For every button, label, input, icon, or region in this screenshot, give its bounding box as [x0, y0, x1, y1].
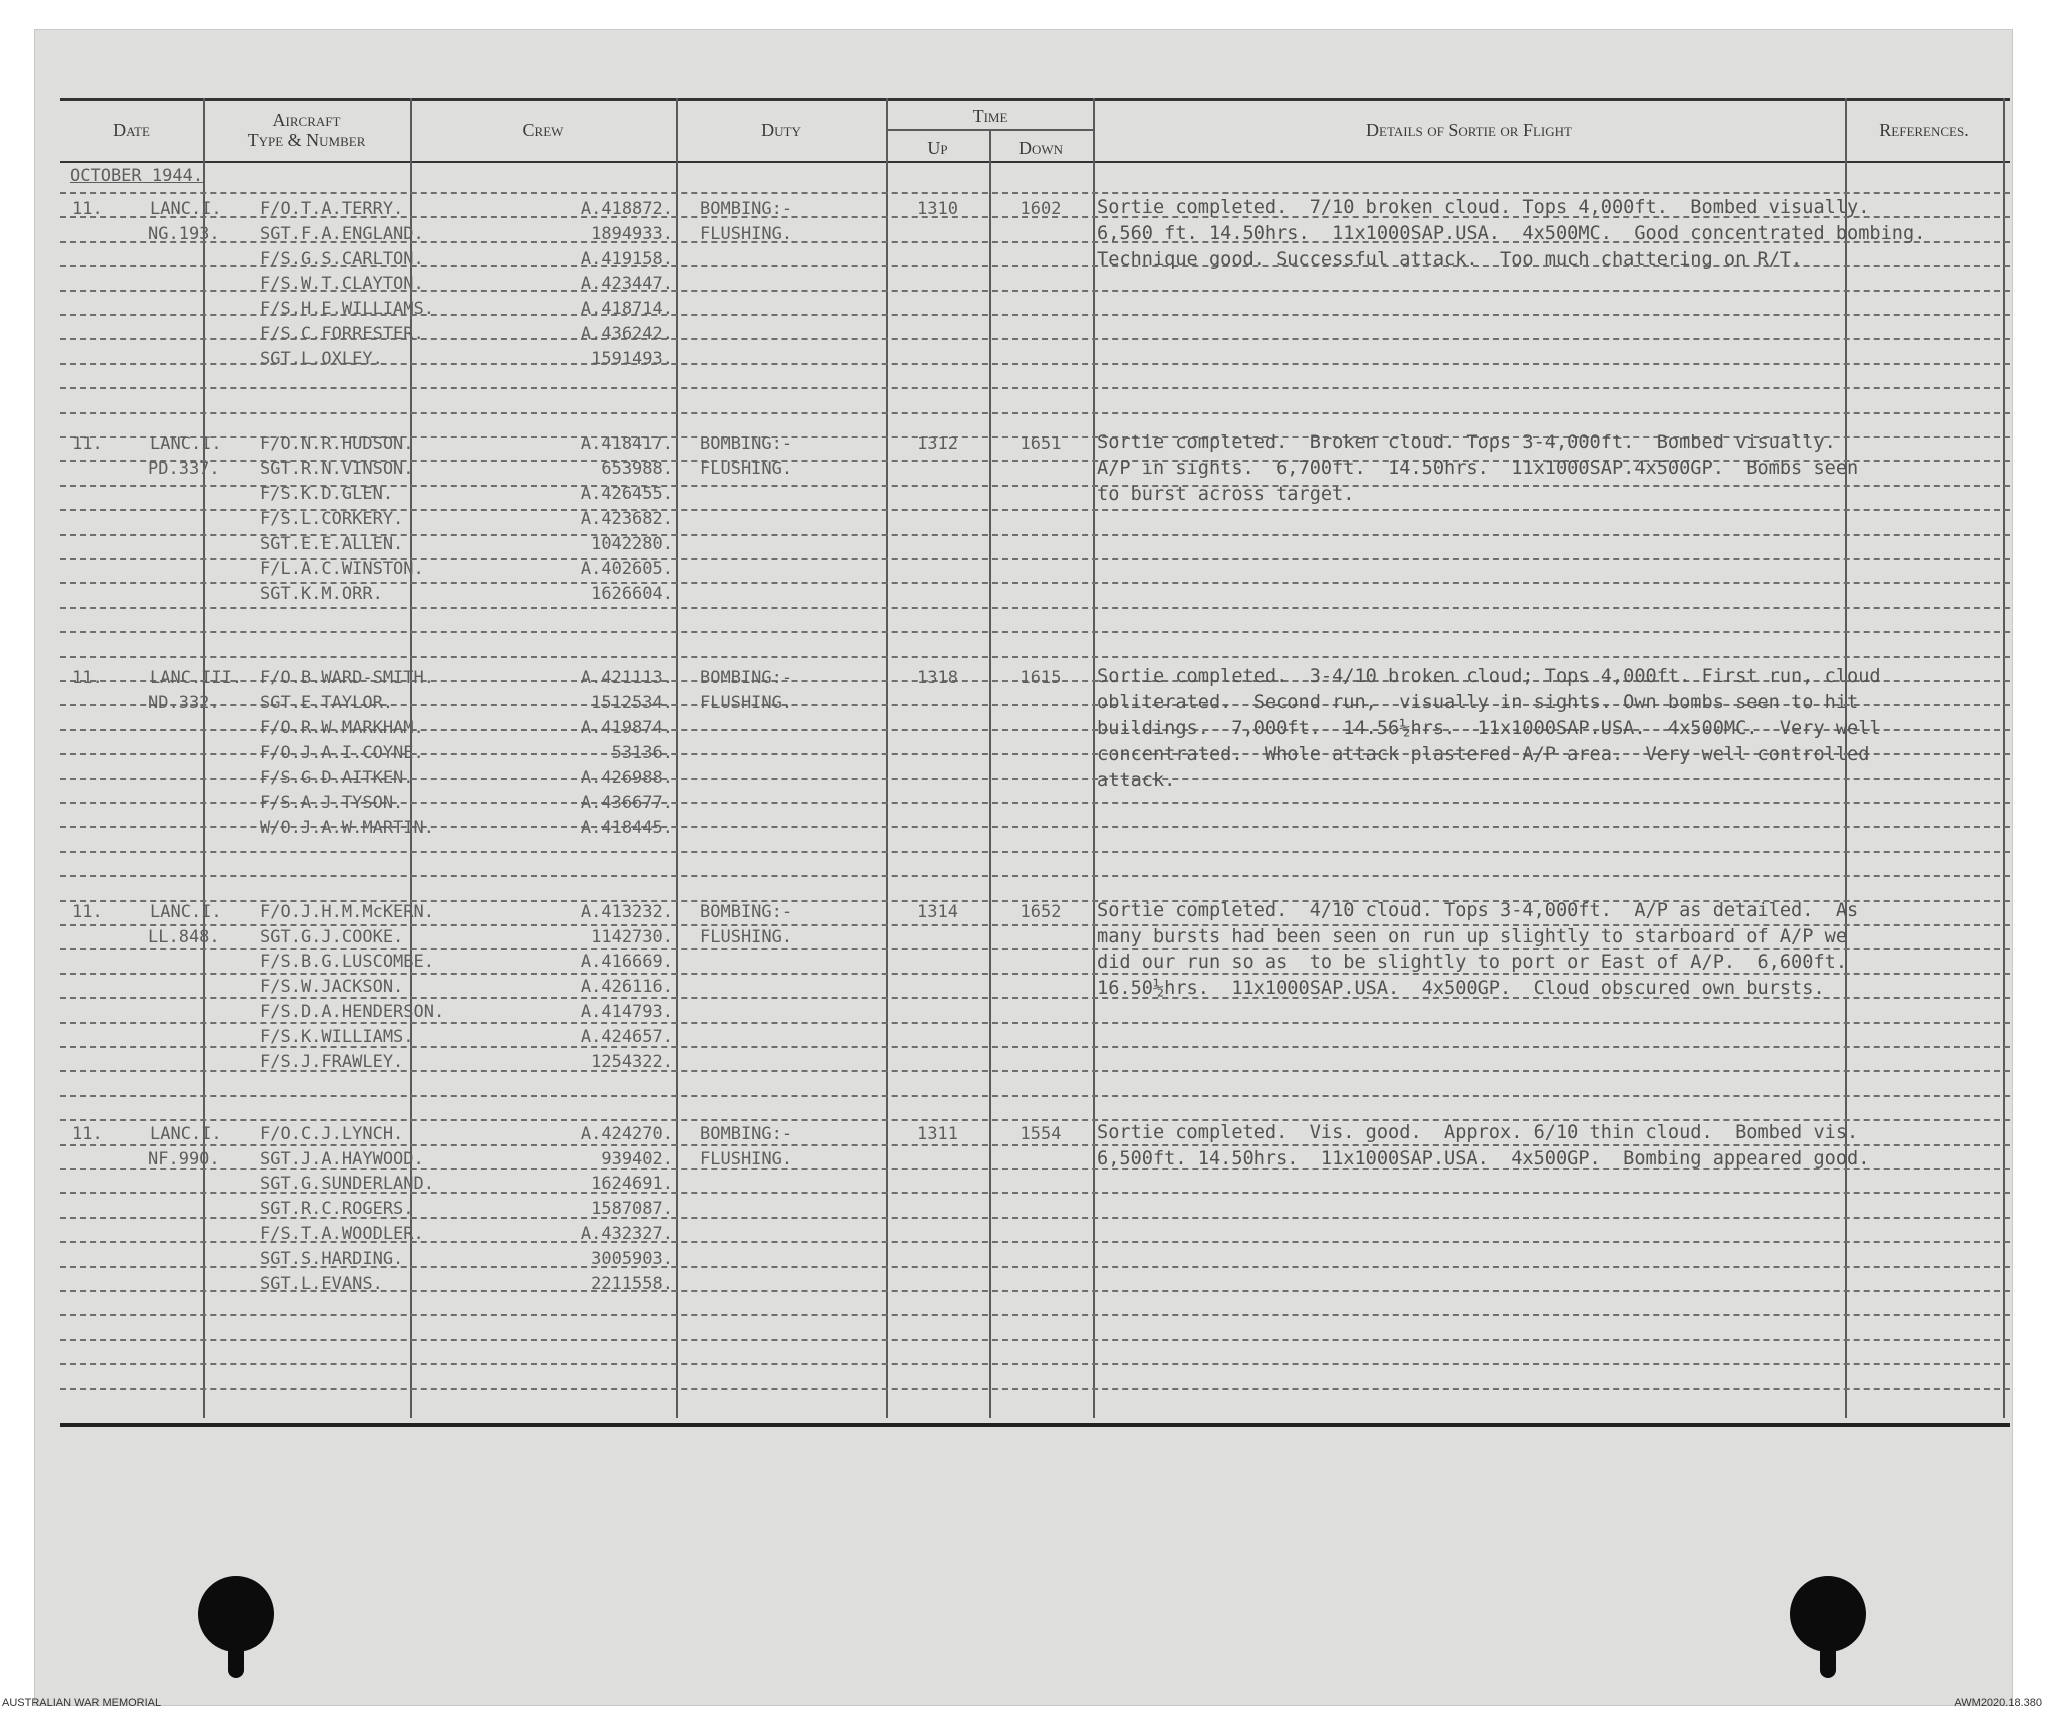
time-up: 1312: [917, 434, 958, 454]
sortie-details-line: Sortie completed. Broken cloud. Tops 3-4,000ft. Bombed visually.: [1097, 432, 1836, 453]
crew-number: A.418872.: [580, 199, 673, 219]
time-subheader-rule: [886, 129, 1094, 131]
ruled-line: [60, 387, 2010, 389]
duty-text: BOMBING:-: [700, 668, 793, 688]
header-crew: Crew: [522, 120, 564, 140]
crew-name: SGT.G.SUNDERLAND.: [260, 1174, 434, 1194]
aircraft-designation: NF.990.: [148, 1149, 220, 1169]
crew-number: A.416669.: [580, 952, 673, 972]
time-up: 1311: [917, 1124, 958, 1144]
ruled-line: [60, 412, 2010, 414]
duty-text: FLUSHING.: [700, 459, 793, 479]
crew-number: A.424657.: [580, 1027, 673, 1047]
crew-number: A.426988.: [580, 768, 673, 788]
crew-name: F/O.R.W.MARKHAM.: [260, 718, 424, 738]
sortie-details-line: Sortie completed. 3-4/10 broken cloud; Tops 4,000ft. First run, cloud: [1097, 666, 1881, 687]
crew-name: F/O.J.A.I.COYNE.: [260, 743, 424, 763]
crew-name: F/O.C.J.LYNCH.: [260, 1124, 404, 1144]
crew-number: A.418445.: [580, 818, 673, 838]
crew-name: SGT.G.J.COOKE.: [260, 927, 404, 947]
crew-name: SGT.F.A.ENGLAND.: [260, 224, 424, 244]
duty-text: FLUSHING.: [700, 224, 793, 244]
header-references: References.: [1879, 120, 1969, 140]
crew-name: F/O.T.A.TERRY.: [260, 199, 404, 219]
time-down: 1615: [1020, 668, 1062, 688]
crew-number: A.402605.: [580, 559, 673, 579]
crew-name: F/S.K.D.GLEN.: [260, 484, 394, 504]
crew-name: F/S.B.G.LUSCOMBE.: [260, 952, 434, 972]
crew-name: SGT.E.E.ALLEN.: [260, 534, 404, 554]
sortie-details-line: to burst across target.: [1097, 484, 1355, 505]
time-down: 1651: [1020, 434, 1062, 454]
crew-name: F/S.G.D.AITKEN.: [260, 768, 414, 788]
aircraft-designation: LL.848.: [148, 927, 220, 947]
aircraft-designation: LANC.III.: [150, 668, 243, 688]
sortie-details-line: did our run so as to be slightly to port or East of A/P. 6,600ft.: [1097, 952, 1848, 973]
column-divider: [203, 98, 205, 1418]
duty-text: FLUSHING.: [700, 1149, 793, 1169]
crew-name: F/O.N.R.HUDSON.: [260, 434, 414, 454]
ruled-line: [60, 1339, 2010, 1341]
header-date: Date: [113, 120, 150, 140]
header-aircraft-line1: Aircraft: [272, 110, 341, 130]
binder-hole-right: [1790, 1576, 1866, 1652]
crew-name: SGT.R.C.ROGERS.: [260, 1199, 414, 1219]
ruled-line: [60, 851, 2010, 853]
crew-name: F/S.L.CORKERY.: [260, 509, 404, 529]
crew-name: SGT.K.M.ORR.: [260, 584, 383, 604]
crew-number: A.436242.: [580, 324, 673, 344]
aircraft-designation: LANC.I.: [150, 434, 222, 454]
crew-name: SGT.J.A.HAYWOOD.: [260, 1149, 424, 1169]
crew-name: F/S.J.FRAWLEY.: [260, 1052, 404, 1072]
time-up: 1310: [917, 199, 958, 219]
crew-number: 53136.: [611, 743, 673, 763]
crew-number: A.426455.: [580, 484, 673, 504]
sortie-date: 11.: [72, 1124, 103, 1144]
crew-number: A.421113.: [580, 668, 673, 688]
archive-caption-right: AWM2020.18.380: [1954, 1697, 2042, 1709]
sortie-details-line: many bursts had been seen on run up slightly to starboard of A/P we: [1097, 926, 1848, 947]
crew-number: A.432327.: [580, 1224, 673, 1244]
ruled-line: [60, 631, 2010, 633]
sortie-details-line: buildings. 7,000ft. 14.56½hrs. 11x1000SAP.USA. 4x500MC. Very well: [1097, 718, 1881, 739]
crew-number: 1512534.: [591, 693, 673, 713]
crew-number: A.418714.: [580, 299, 673, 319]
ruled-line: [60, 192, 2010, 194]
crew-number: A.418417.: [580, 434, 673, 454]
header-down: Down: [1018, 138, 1064, 158]
duty-text: BOMBING:-: [700, 434, 793, 454]
crew-name: F/O.B.WARD-SMITH.: [260, 668, 434, 688]
crew-name: F/S.H.E.WILLIAMS.: [260, 299, 434, 319]
crew-name: SGT.S.HARDING.: [260, 1249, 404, 1269]
time-up: 1314: [917, 902, 958, 922]
sortie-date: 11.: [72, 902, 103, 922]
crew-name: F/S.W.JACKSON.: [260, 977, 404, 997]
column-divider: [2003, 98, 2005, 1418]
crew-name: F/S.T.A.WOODLER.: [260, 1224, 424, 1244]
sortie-details-line: 16.50½hrs. 11x1000SAP.USA. 4x500GP. Cloud obscured own bursts.: [1097, 978, 1825, 999]
sortie-details-line: Technique good. Successful attack. Too much chattering on R/T.: [1097, 249, 1803, 270]
aircraft-designation: ND.332.: [148, 693, 220, 713]
aircraft-designation: LANC.I.: [150, 902, 222, 922]
crew-number: A.414793.: [580, 1002, 673, 1022]
sortie-date: 11.: [72, 668, 103, 688]
crew-number: 1042280.: [591, 534, 673, 554]
aircraft-designation: PD.337.: [148, 459, 220, 479]
crew-number: 2211558.: [591, 1274, 673, 1294]
crew-number: A.423682.: [580, 509, 673, 529]
duty-text: FLUSHING.: [700, 693, 793, 713]
month-label: OCTOBER 1944.: [70, 166, 204, 186]
sortie-details-line: concentrated. Whole attack plastered A/P area. Very well controlled: [1097, 744, 1870, 765]
crew-number: A.419158.: [580, 249, 673, 269]
column-divider: [989, 130, 991, 1418]
header-details: Details of Sortie or Flight: [1366, 120, 1572, 140]
crew-name: F/O.J.H.M.McKERN.: [260, 902, 434, 922]
column-divider: [1093, 98, 1095, 1418]
sortie-date: 11.: [72, 434, 103, 454]
sortie-details-line: Sortie completed. 7/10 broken cloud. Tops 4,000ft. Bombed visually.: [1097, 197, 1870, 218]
crew-number: 1587087.: [591, 1199, 673, 1219]
sortie-details-line: Sortie completed. 4/10 cloud. Tops 3-4,000ft. A/P as detailed. As: [1097, 900, 1859, 921]
ruled-line: [60, 607, 2010, 609]
crew-number: 1142730.: [591, 927, 673, 947]
header-time: Time: [972, 106, 1008, 126]
column-divider: [886, 98, 888, 1418]
ruled-line: [60, 1363, 2010, 1365]
header-aircraft-line2: Type & Number: [247, 130, 366, 150]
crew-name: SGT.R.N.VINSON.: [260, 459, 414, 479]
duty-text: BOMBING:-: [700, 1124, 793, 1144]
aircraft-designation: LANC.I.: [150, 1124, 222, 1144]
crew-name: F/S.A.J.TYSON.: [260, 793, 404, 813]
sortie-details-line: attack.: [1097, 770, 1176, 791]
sortie-details-line: 6,560 ft. 14.50hrs. 11x1000SAP.USA. 4x500MC. Good concentrated bombing.: [1097, 223, 1926, 244]
crew-name: SGT.L.OXLEY.: [260, 349, 383, 369]
archive-caption-left: AUSTRALIAN WAR MEMORIAL: [2, 1697, 162, 1709]
ruled-line: [60, 875, 2010, 877]
crew-name: F/S.G.S.CARLTON.: [260, 249, 424, 269]
crew-name: F/L.A.C.WINSTON.: [260, 559, 424, 579]
ruled-line: [60, 656, 2010, 658]
crew-number: 1626604.: [591, 584, 673, 604]
ruled-line: [60, 1095, 2010, 1097]
header-up: Up: [927, 138, 948, 158]
crew-number: 653988.: [601, 459, 673, 479]
time-down: 1652: [1020, 902, 1062, 922]
crew-name: SGT.E.TAYLOR.: [260, 693, 394, 713]
time-up: 1318: [917, 668, 958, 688]
crew-number: A.426116.: [580, 977, 673, 997]
crew-number: A.424270.: [580, 1124, 673, 1144]
time-down: 1554: [1020, 1124, 1062, 1144]
header-bottom-rule: [60, 161, 2010, 163]
sortie-details-line: 6,500ft. 14.50hrs. 11x1000SAP.USA. 4x500GP. Bombing appeared good.: [1097, 1148, 1870, 1169]
duty-text: BOMBING:-: [700, 199, 793, 219]
column-divider: [676, 98, 678, 1418]
aircraft-designation: LANC.I.: [150, 199, 222, 219]
crew-number: 3005903.: [591, 1249, 673, 1269]
crew-number: 939402.: [601, 1149, 673, 1169]
aircraft-designation: NG.193.: [148, 224, 220, 244]
crew-name: F/S.K.WILLIAMS.: [260, 1027, 414, 1047]
crew-number: 1624691.: [591, 1174, 673, 1194]
header-duty: Duty: [761, 120, 801, 140]
sortie-details-line: obliterated. Second run, visually in sights. Own bombs seen to hit: [1097, 692, 1859, 713]
crew-name: W/O.J.A.W.MARTIN.: [260, 818, 434, 838]
bottom-rule: [60, 1423, 2010, 1427]
crew-number: A.423447.: [580, 274, 673, 294]
crew-name: F/S.C.FORRESTER.: [260, 324, 424, 344]
crew-number: 1254322.: [591, 1052, 673, 1072]
crew-number: 1894933.: [591, 224, 673, 244]
sortie-date: 11.: [72, 199, 103, 219]
ruled-line: [60, 1314, 2010, 1316]
time-down: 1602: [1020, 199, 1062, 219]
sortie-details-line: A/P in sights. 6,700ft. 14.50hrs. 11x1000SAP.4x500GP. Bombs seen: [1097, 458, 1859, 479]
binder-hole-left: [198, 1576, 274, 1652]
crew-name: F/S.W.T.CLAYTON.: [260, 274, 424, 294]
crew-number: 1591493.: [591, 349, 673, 369]
duty-text: BOMBING:-: [700, 902, 793, 922]
duty-text: FLUSHING.: [700, 927, 793, 947]
top-rule: [60, 98, 2010, 101]
crew-name: SGT.L.EVANS.: [260, 1274, 383, 1294]
crew-number: A.436677.: [580, 793, 673, 813]
crew-number: A.413232.: [580, 902, 673, 922]
sortie-details-line: Sortie completed. Vis. good. Approx. 6/10 thin cloud. Bombed vis.: [1097, 1122, 1859, 1143]
ruled-line: [60, 1388, 2010, 1390]
crew-name: F/S.D.A.HENDERSON.: [260, 1002, 445, 1022]
crew-number: A.419874.: [580, 718, 673, 738]
